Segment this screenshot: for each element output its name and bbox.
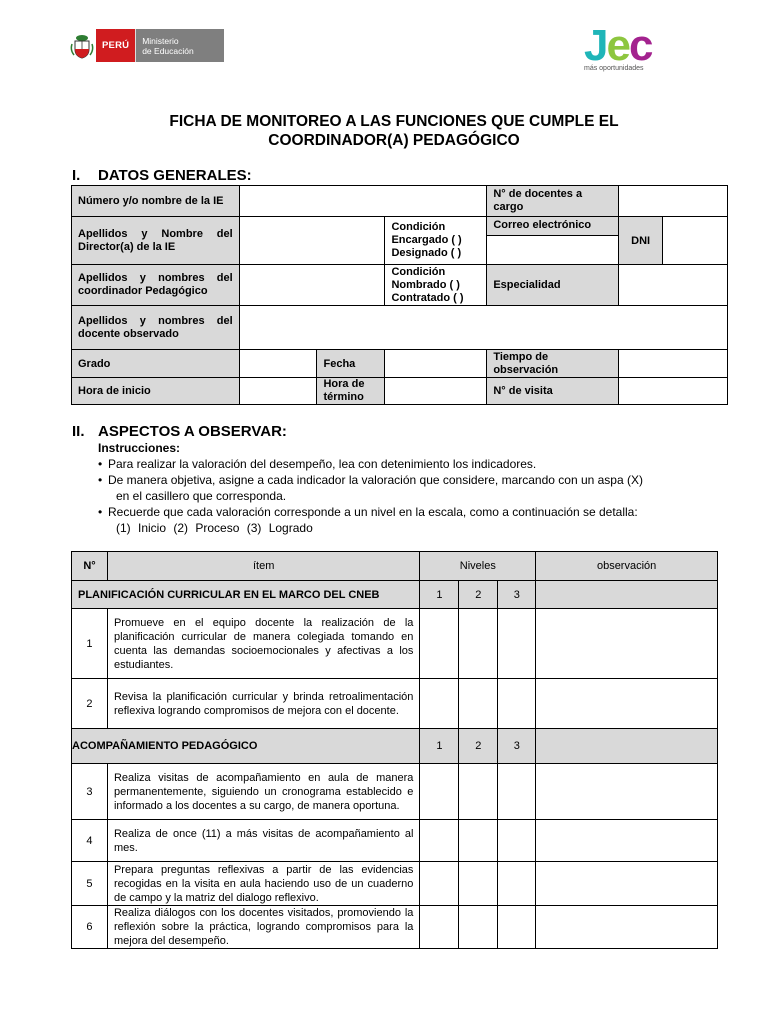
correo-label: Correo electrónico: [487, 217, 619, 236]
header-num: N°: [72, 552, 108, 581]
datos-generales-table: [71, 185, 728, 405]
tiempo-label: Tiempo de observación: [487, 350, 619, 378]
instruccion-2-cont: en el casillero que corresponda.: [116, 489, 287, 503]
ie-label: Número y/o nombre de la IE: [72, 186, 240, 217]
section2-label: ASPECTOS A OBSERVAR:: [98, 423, 287, 440]
ie-field[interactable]: [239, 186, 487, 217]
section-title-acompanamiento: ACOMPAÑAMIENTO PEDAGÓGICO: [72, 729, 420, 764]
jec-letter-c: c: [628, 21, 652, 70]
level-1-checkbox[interactable]: [420, 862, 459, 906]
level-3-checkbox[interactable]: [498, 862, 536, 906]
level-3-checkbox[interactable]: [498, 679, 536, 729]
hora-inicio-label: Hora de inicio: [72, 378, 240, 405]
escala-niveles: (1) Inicio (2) Proceso (3) Logrado: [116, 521, 313, 535]
instruccion-3: • Recuerde que cada valoración corresponde a un nivel en la escala, como a continuación se detalla:: [98, 505, 638, 519]
section-obs: [536, 729, 718, 764]
section2-heading: [72, 423, 287, 440]
jec-letter-j: J: [584, 21, 607, 70]
header-observacion: observación: [536, 552, 718, 581]
condicion1-encargado[interactable]: Encargado ( ): [391, 234, 462, 246]
header-item: ítem: [107, 552, 419, 581]
condicion2-cell: [385, 265, 487, 306]
table-row: [72, 764, 718, 820]
level-2: 2: [459, 581, 498, 609]
bullet-icon: •: [98, 473, 103, 487]
visita-label: N° de visita: [487, 378, 619, 405]
level-1: 1: [420, 581, 459, 609]
hora-inicio-field[interactable]: [239, 378, 317, 405]
instrucciones-heading: Instrucciones:: [98, 441, 181, 455]
section-title-planificacion: PLANIFICACIÓN CURRICULAR EN EL MARCO DEL CNEB: [72, 581, 420, 609]
observacion-field[interactable]: [536, 906, 718, 949]
level-2-checkbox[interactable]: [459, 679, 498, 729]
correo-field[interactable]: [487, 236, 619, 265]
table-row: [72, 862, 718, 906]
level-3-checkbox[interactable]: [498, 906, 536, 949]
item-text: Prepara preguntas reflexivas a partir de las evidencias recogidas en la visita en aula haciendo uso de un cuaderno de campo y la matriz del dialogo reflexivo.: [107, 862, 419, 906]
visita-field[interactable]: [619, 378, 728, 405]
table-row: [72, 820, 718, 862]
level-3: 3: [498, 581, 536, 609]
header-niveles: Niveles: [420, 552, 536, 581]
especialidad-field[interactable]: [619, 265, 728, 306]
item-number: 2: [72, 679, 108, 729]
condicion2-nombrado[interactable]: Nombrado ( ): [391, 278, 460, 291]
level-1-checkbox[interactable]: [420, 679, 459, 729]
observacion-field[interactable]: [536, 862, 718, 906]
instrucciones-block: [98, 440, 698, 536]
ministerio-line2: de Educación: [142, 45, 194, 56]
peru-shield-icon: [68, 29, 96, 62]
peru-label: PERÚ: [96, 29, 135, 62]
especialidad-label: Especialidad: [487, 265, 619, 306]
item-number: 6: [72, 906, 108, 949]
coordinador-field[interactable]: [239, 265, 385, 306]
level-3-checkbox[interactable]: [498, 820, 536, 862]
minedu-logo: [68, 29, 224, 62]
observacion-field[interactable]: [536, 820, 718, 862]
grado-label: Grado: [72, 350, 240, 378]
level-2-checkbox[interactable]: [459, 820, 498, 862]
bullet-icon: •: [98, 457, 103, 471]
title-line1: FICHA DE MONITOREO A LAS FUNCIONES QUE CUMPLE EL: [169, 113, 619, 130]
condicion2-contratado[interactable]: Contratado ( ): [391, 291, 464, 304]
condicion2-title: Condición: [391, 265, 446, 278]
dni-label: DNI: [619, 217, 663, 265]
level-2-checkbox[interactable]: [459, 609, 498, 679]
dni-field[interactable]: [663, 217, 728, 265]
hora-termino-label: Hora de término: [317, 378, 385, 405]
level-3: 3: [498, 729, 536, 764]
section1-heading: [72, 167, 252, 184]
level-1: 1: [420, 729, 459, 764]
jec-logo: [584, 21, 664, 72]
item-number: 4: [72, 820, 108, 862]
item-number: 5: [72, 862, 108, 906]
observacion-field[interactable]: [536, 679, 718, 729]
director-field[interactable]: [239, 217, 385, 265]
item-text: Realiza diálogos con los docentes visitados, promoviendo la reflexión sobre la práctica, logrando compromisos para la mejora del desempeño.: [107, 906, 419, 949]
hora-termino-field[interactable]: [385, 378, 487, 405]
coordinador-label: Apellidos y nombres del coordinador Pedagógico: [72, 265, 240, 306]
table-row: [72, 679, 718, 729]
level-2-checkbox[interactable]: [459, 862, 498, 906]
item-number: 1: [72, 609, 108, 679]
condicion1-cell: [385, 217, 487, 265]
table-row: [72, 906, 718, 949]
docente-field[interactable]: [239, 306, 727, 350]
level-3-checkbox[interactable]: [498, 609, 536, 679]
ministerio-line1: Ministerio: [142, 35, 179, 46]
instruccion-1: • Para realizar la valoración del desempeño, lea con detenimiento los indicadores.: [98, 457, 537, 471]
item-number: 3: [72, 764, 108, 820]
director-label: Apellidos y Nombre del Director(a) de la IE: [72, 217, 240, 265]
docentes-label: N° de docentes a cargo: [487, 186, 619, 217]
condicion1-designado[interactable]: Designado ( ): [391, 247, 462, 259]
item-text: Promueve en el equipo docente la realización de la planificación curricular de manera colegiada tomando en cuenta las demandas socioemocionales y afectivas a los estudiantes.: [107, 609, 419, 679]
fecha-field[interactable]: [385, 350, 487, 378]
level-1-checkbox[interactable]: [420, 609, 459, 679]
item-text: Realiza de once (11) a más visitas de acompañamiento al mes.: [107, 820, 419, 862]
level-2: 2: [459, 729, 498, 764]
docente-label: Apellidos y nombres del docente observado: [72, 306, 240, 350]
docentes-field[interactable]: [619, 186, 728, 217]
jec-letter-e: e: [606, 21, 629, 70]
ministerio-label: [135, 29, 224, 62]
condicion1-title: Condición: [391, 221, 446, 233]
section-obs: [536, 581, 718, 609]
level-2-checkbox[interactable]: [459, 906, 498, 949]
document-title: [100, 112, 688, 150]
item-text: Revisa la planificación curricular y brinda retroalimentación reflexiva logrando compromisos de mejora con el docente.: [107, 679, 419, 729]
level-3-checkbox[interactable]: [498, 764, 536, 820]
observacion-field[interactable]: [536, 764, 718, 820]
section2-number: II.: [72, 423, 85, 440]
aspectos-table: [71, 551, 718, 949]
tiempo-field[interactable]: [619, 350, 728, 378]
jec-tagline: más oportunidades: [584, 65, 644, 72]
grado-field[interactable]: [239, 350, 317, 378]
level-2-checkbox[interactable]: [459, 764, 498, 820]
level-1-checkbox[interactable]: [420, 764, 459, 820]
fecha-label: Fecha: [317, 350, 385, 378]
level-1-checkbox[interactable]: [420, 906, 459, 949]
section1-number: I.: [72, 167, 81, 184]
title-line2: COORDINADOR(A) PEDAGÓGICO: [268, 132, 520, 149]
bullet-icon: •: [98, 505, 103, 519]
level-1-checkbox[interactable]: [420, 820, 459, 862]
table-row: [72, 609, 718, 679]
item-text: Realiza visitas de acompañamiento en aula de manera permanentemente, siguiendo un cronograma establecido e informado a los docentes a su cargo, de manera oportuna.: [107, 764, 419, 820]
section1-label: DATOS GENERALES:: [98, 167, 252, 184]
observacion-field[interactable]: [536, 609, 718, 679]
instruccion-2: • De manera objetiva, asigne a cada indicador la valoración que considere, marcando con un aspa (X): [98, 473, 643, 487]
